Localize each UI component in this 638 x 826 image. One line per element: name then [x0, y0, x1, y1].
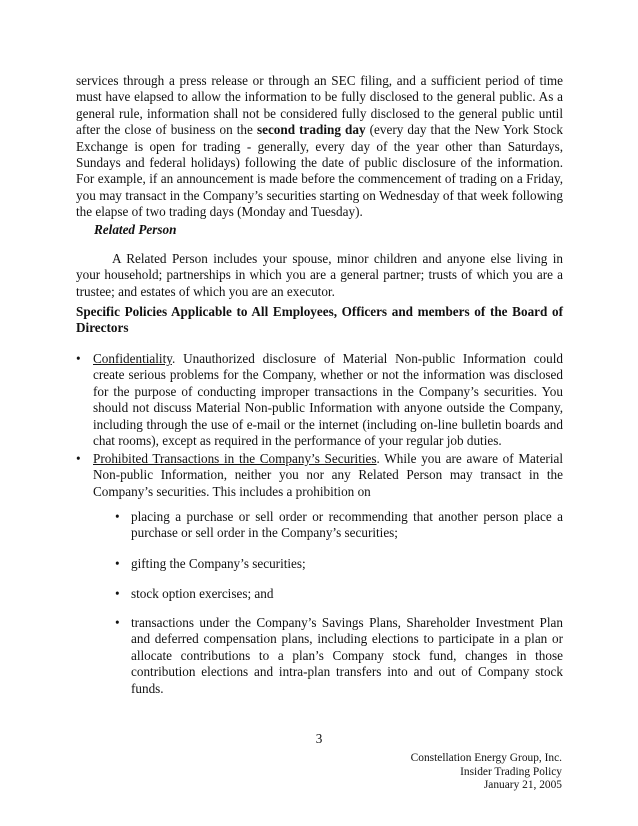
- bullet-body: . Unauthorized disclosure of Material Non-public Information could create serious problems for the Company, whether or not the information was disclosed for the purpose of conducting improper transactions in the Company’s securities. You should not discuss Material Non-public Information with anyone outside the Company, including through the use of e-mail or the internet (including on-line bulletin boards and chat rooms), except as required in the performance of your regular job duties.: [93, 351, 563, 449]
- bullet-dot-icon: •: [76, 351, 81, 366]
- sub-bullet-stock-options: [115, 586, 563, 602]
- sub-bullet-text: transactions under the Company’s Savings Plans, Shareholder Investment Plan and deferred compensation plans, including elections to participate in a plan or allocate contributions to a plan’s Company stock fund, changes in those contribution elections and intra-plan transfers into and out of Company stock funds.: [131, 615, 563, 696]
- sub-bullet-text: gifting the Company’s securities;: [131, 556, 306, 571]
- sub-bullet-dot-icon: •: [115, 509, 120, 524]
- sub-bullet-plan-transactions: [115, 615, 563, 697]
- sub-bullet-gifting: [115, 556, 563, 572]
- bullet-dot-icon: •: [76, 451, 81, 466]
- bullet-text: [93, 351, 563, 449]
- specific-policies-heading: Specific Policies Applicable to All Employees, Officers and members of the Board of Directors: [76, 304, 563, 336]
- footer-date: January 21, 2005: [483, 779, 562, 791]
- sub-bullet-dot-icon: •: [115, 586, 120, 601]
- footer: [262, 752, 562, 793]
- sub-bullet-text: stock option exercises; and: [131, 586, 274, 601]
- intro-paragraph: [76, 73, 563, 221]
- bullet-title: Prohibited Transactions in the Company’s Securities: [93, 451, 377, 466]
- intro-text-part2: (every day that the New York Stock Exchange is open for trading - generally, every day of the year other than Saturdays, Sundays and federal holidays) following the date of public disclosure of the information. For example, if an announcement is made before the commencement of trading on a Friday, you may transact in the Company’s securities starting on Wednesday of that week following the elapse of two trading days (Monday and Tuesday).: [76, 122, 564, 220]
- footer-document-title: Insider Trading Policy: [460, 765, 562, 778]
- sub-bullet-dot-icon: •: [115, 615, 120, 630]
- sub-bullet-dot-icon: •: [115, 556, 120, 571]
- intro-text-part1: services through a press release or through an SEC filing, and a sufficient period of time must have elapsed to allow the information to be fully disclosed to the general public. As a general rule, information shall not be considered fully disclosed to the general public until after the close of business on the: [76, 73, 563, 138]
- bullet-prohibited-transactions: [76, 451, 563, 500]
- related-person-heading: Related Person: [94, 222, 177, 237]
- bullet-body: . While you are aware of Material Non-public Information, neither you nor any Related Person may transact in the Company’s securities. This includes a prohibition on: [93, 451, 563, 499]
- intro-bold-phrase: second trading day: [256, 122, 366, 138]
- bullet-title: Confidentiality: [93, 351, 172, 366]
- bullet-confidentiality: [76, 351, 563, 449]
- page-number: 3: [315, 731, 323, 746]
- sub-bullet-text: placing a purchase or sell order or recommending that another person place a purchase or sell order in the Company’s securities;: [131, 509, 563, 541]
- sub-bullet-placing-order: [115, 509, 563, 542]
- related-person-paragraph: A Related Person includes your spouse, minor children and anyone else living in your household; partnerships in which you are a general partner; trusts of which you are a trustee; and estates of which you are an executor.: [76, 251, 563, 299]
- footer-company: Constellation Energy Group, Inc.: [410, 752, 562, 764]
- bullet-text: [93, 451, 563, 500]
